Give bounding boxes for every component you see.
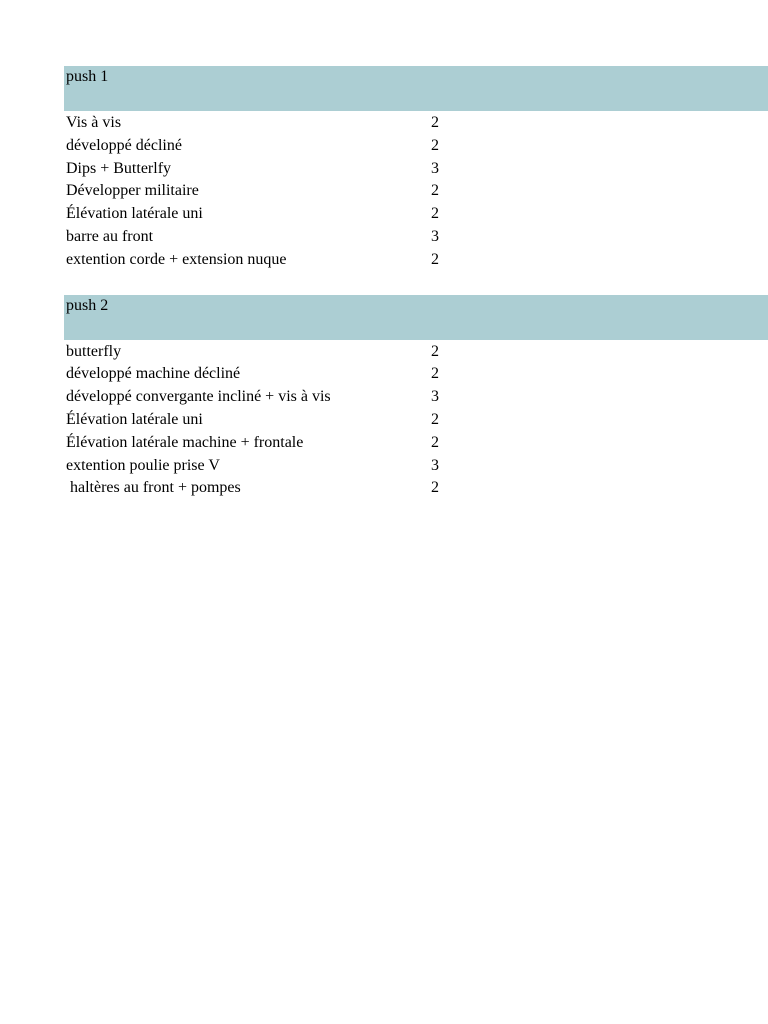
exercise-row [64,249,768,272]
exercise-name: Élévation latérale uni [66,205,203,223]
exercise-sets: 2 [431,136,439,154]
exercise-row [64,363,768,386]
exercise-sets: 2 [431,433,439,451]
exercise-row [64,180,768,203]
exercise-sets: 3 [431,159,439,177]
exercise-list [64,340,768,501]
exercise-name: Dips + Butterlfy [66,159,172,177]
exercise-name: développé décliné [66,136,182,154]
exercise-row [64,135,768,158]
workout-sheet [64,66,768,500]
exercise-name: haltères au front + pompes [66,479,241,497]
exercise-sets: 3 [431,227,439,245]
exercise-name: Élévation latérale uni [66,410,203,428]
section-title: push 2 [66,296,109,314]
section-header [64,295,768,340]
exercise-row [64,386,768,409]
exercise-name: Développer militaire [66,182,199,200]
exercise-sets: 2 [431,250,439,268]
section-push-1 [64,66,768,272]
exercise-row [64,341,768,364]
exercise-sets: 2 [431,205,439,223]
exercise-row [64,409,768,432]
section-header [64,66,768,111]
exercise-row [64,112,768,135]
exercise-row [64,432,768,455]
exercise-name: développé convergante incliné + vis à vis [66,388,331,406]
exercise-name: butterfly [66,342,122,360]
exercise-sets: 2 [431,342,439,360]
exercise-sets: 3 [431,388,439,406]
exercise-list [64,111,768,272]
exercise-row [64,477,768,500]
exercise-row [64,158,768,181]
exercise-name: développé machine décliné [66,365,241,383]
section-push-2 [64,295,768,501]
section-spacer [64,272,768,295]
exercise-name: barre au front [66,227,154,245]
exercise-row [64,455,768,478]
exercise-name: Vis à vis [66,114,122,131]
exercise-name: Élévation latérale machine + frontale [66,433,304,451]
exercise-row [64,203,768,226]
exercise-sets: 2 [431,410,439,428]
section-title: push 1 [66,68,109,85]
exercise-sets: 3 [431,456,439,474]
exercise-sets: 2 [431,365,439,383]
exercise-name: extention poulie prise V [66,456,220,474]
exercise-name: extention corde + extension nuque [66,250,287,268]
exercise-sets: 2 [431,479,439,497]
exercise-row [64,226,768,249]
exercise-sets: 2 [431,182,439,200]
exercise-sets: 2 [431,114,439,131]
